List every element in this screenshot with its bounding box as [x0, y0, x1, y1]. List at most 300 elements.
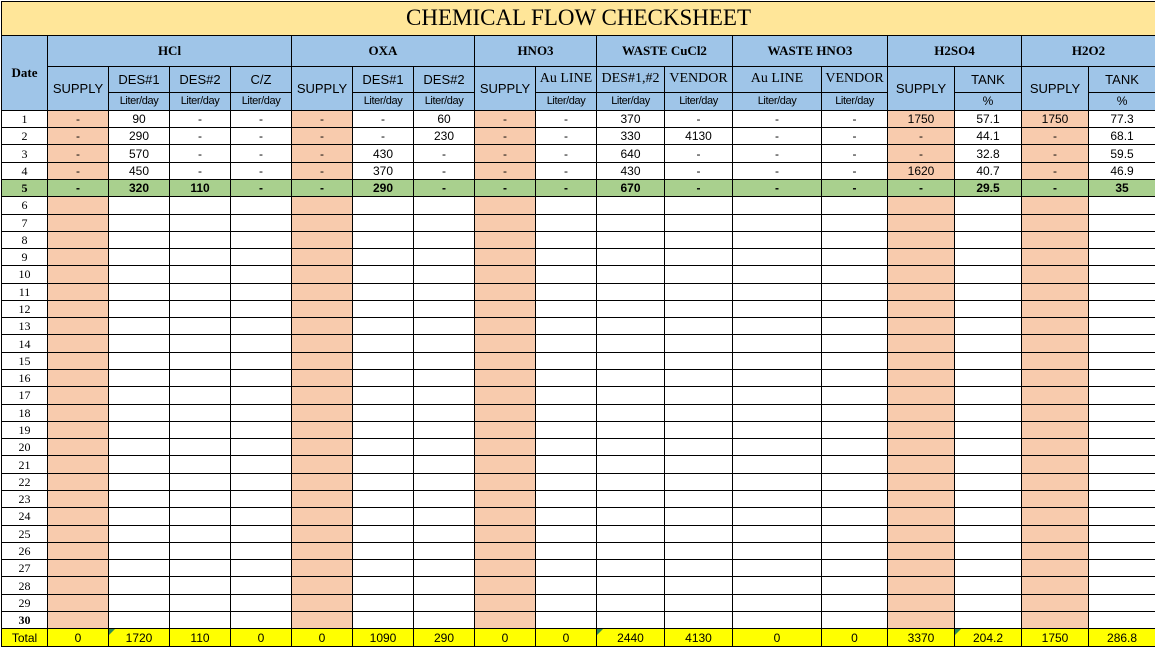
data-cell[interactable] [665, 525, 733, 542]
data-cell[interactable] [597, 439, 665, 456]
data-cell[interactable] [48, 611, 109, 628]
data-cell[interactable] [597, 197, 665, 214]
data-cell[interactable] [665, 197, 733, 214]
data-cell[interactable] [1022, 439, 1089, 456]
data-cell[interactable] [109, 577, 170, 594]
data-cell[interactable] [231, 370, 292, 387]
data-cell[interactable] [292, 318, 353, 335]
data-cell[interactable]: - [231, 179, 292, 196]
data-cell[interactable]: 1620 [888, 162, 955, 179]
data-cell[interactable] [353, 214, 414, 231]
data-cell[interactable] [888, 387, 955, 404]
data-cell[interactable] [1089, 387, 1155, 404]
data-cell[interactable]: - [665, 110, 733, 127]
data-cell[interactable] [665, 473, 733, 490]
data-cell[interactable] [955, 335, 1022, 352]
data-cell[interactable]: 1750 [1022, 110, 1089, 127]
data-cell[interactable] [822, 300, 888, 317]
data-cell[interactable] [597, 266, 665, 283]
data-cell[interactable]: - [414, 179, 475, 196]
data-cell[interactable] [48, 456, 109, 473]
data-cell[interactable] [475, 508, 536, 525]
data-cell[interactable] [665, 300, 733, 317]
data-cell[interactable] [955, 594, 1022, 611]
data-cell[interactable] [475, 214, 536, 231]
data-cell[interactable] [475, 439, 536, 456]
data-cell[interactable] [955, 318, 1022, 335]
data-cell[interactable] [888, 404, 955, 421]
data-cell[interactable]: - [665, 145, 733, 162]
data-cell[interactable] [1089, 352, 1155, 369]
data-cell[interactable] [955, 352, 1022, 369]
data-cell[interactable] [822, 283, 888, 300]
data-cell[interactable] [48, 266, 109, 283]
data-cell[interactable]: 35 [1089, 179, 1155, 196]
data-cell[interactable] [888, 249, 955, 266]
data-cell[interactable] [1022, 491, 1089, 508]
data-cell[interactable] [1022, 525, 1089, 542]
data-cell[interactable] [597, 491, 665, 508]
data-cell[interactable] [414, 249, 475, 266]
data-cell[interactable]: - [48, 162, 109, 179]
data-cell[interactable] [822, 352, 888, 369]
data-cell[interactable] [231, 542, 292, 559]
data-cell[interactable] [170, 300, 231, 317]
data-cell[interactable] [231, 577, 292, 594]
data-cell[interactable] [665, 387, 733, 404]
data-cell[interactable] [888, 231, 955, 248]
data-cell[interactable] [170, 335, 231, 352]
data-cell[interactable] [109, 352, 170, 369]
data-cell[interactable] [955, 611, 1022, 628]
data-cell[interactable] [109, 473, 170, 490]
data-cell[interactable] [48, 577, 109, 594]
data-cell[interactable] [231, 249, 292, 266]
data-cell[interactable] [231, 318, 292, 335]
data-cell[interactable] [822, 491, 888, 508]
data-cell[interactable] [1022, 335, 1089, 352]
data-cell[interactable] [597, 318, 665, 335]
data-cell[interactable] [353, 249, 414, 266]
data-cell[interactable] [955, 456, 1022, 473]
data-cell[interactable] [822, 421, 888, 438]
data-cell[interactable]: - [822, 162, 888, 179]
data-cell[interactable] [665, 249, 733, 266]
data-cell[interactable] [170, 577, 231, 594]
data-cell[interactable] [1089, 611, 1155, 628]
data-cell[interactable] [48, 542, 109, 559]
data-cell[interactable]: 46.9 [1089, 162, 1155, 179]
data-cell[interactable] [353, 387, 414, 404]
data-cell[interactable] [109, 318, 170, 335]
data-cell[interactable] [170, 508, 231, 525]
data-cell[interactable]: - [822, 145, 888, 162]
data-cell[interactable] [170, 404, 231, 421]
data-cell[interactable] [292, 508, 353, 525]
data-cell[interactable] [1089, 560, 1155, 577]
data-cell[interactable] [109, 231, 170, 248]
data-cell[interactable] [822, 456, 888, 473]
data-cell[interactable] [1089, 439, 1155, 456]
data-cell[interactable]: 290 [109, 128, 170, 145]
data-cell[interactable]: - [536, 128, 597, 145]
data-cell[interactable] [955, 387, 1022, 404]
data-cell[interactable] [822, 439, 888, 456]
data-cell[interactable] [292, 352, 353, 369]
data-cell[interactable] [822, 594, 888, 611]
data-cell[interactable] [475, 300, 536, 317]
data-cell[interactable] [475, 283, 536, 300]
data-cell[interactable] [475, 387, 536, 404]
data-cell[interactable] [414, 611, 475, 628]
data-cell[interactable] [536, 300, 597, 317]
data-cell[interactable] [536, 318, 597, 335]
data-cell[interactable] [1022, 560, 1089, 577]
data-cell[interactable] [292, 439, 353, 456]
data-cell[interactable] [597, 525, 665, 542]
data-cell[interactable] [733, 370, 822, 387]
data-cell[interactable] [665, 508, 733, 525]
data-cell[interactable] [665, 456, 733, 473]
data-cell[interactable] [109, 594, 170, 611]
data-cell[interactable] [597, 370, 665, 387]
data-cell[interactable] [109, 439, 170, 456]
data-cell[interactable] [536, 560, 597, 577]
data-cell[interactable] [1022, 283, 1089, 300]
data-cell[interactable] [475, 560, 536, 577]
data-cell[interactable] [1022, 300, 1089, 317]
data-cell[interactable] [1089, 594, 1155, 611]
data-cell[interactable] [48, 352, 109, 369]
data-cell[interactable] [665, 542, 733, 559]
data-cell[interactable] [1022, 594, 1089, 611]
data-cell[interactable] [733, 542, 822, 559]
data-cell[interactable] [48, 283, 109, 300]
data-cell[interactable]: - [665, 179, 733, 196]
data-cell[interactable] [597, 231, 665, 248]
data-cell[interactable] [733, 456, 822, 473]
data-cell[interactable] [1089, 421, 1155, 438]
data-cell[interactable]: 29.5 [955, 179, 1022, 196]
data-cell[interactable] [1022, 197, 1089, 214]
data-cell[interactable] [536, 542, 597, 559]
data-cell[interactable]: 32.8 [955, 145, 1022, 162]
data-cell[interactable] [822, 542, 888, 559]
data-cell[interactable] [48, 508, 109, 525]
data-cell[interactable] [665, 214, 733, 231]
data-cell[interactable] [665, 577, 733, 594]
data-cell[interactable] [955, 473, 1022, 490]
data-cell[interactable]: 68.1 [1089, 128, 1155, 145]
data-cell[interactable] [1022, 231, 1089, 248]
data-cell[interactable] [353, 594, 414, 611]
data-cell[interactable] [1089, 318, 1155, 335]
data-cell[interactable] [292, 214, 353, 231]
data-cell[interactable] [353, 266, 414, 283]
data-cell[interactable] [822, 318, 888, 335]
data-cell[interactable]: - [292, 179, 353, 196]
data-cell[interactable] [414, 542, 475, 559]
data-cell[interactable] [292, 197, 353, 214]
data-cell[interactable] [231, 404, 292, 421]
data-cell[interactable] [1089, 197, 1155, 214]
data-cell[interactable] [475, 525, 536, 542]
data-cell[interactable] [955, 197, 1022, 214]
data-cell[interactable] [414, 370, 475, 387]
data-cell[interactable] [48, 300, 109, 317]
data-cell[interactable] [109, 421, 170, 438]
data-cell[interactable] [48, 560, 109, 577]
data-cell[interactable] [822, 611, 888, 628]
data-cell[interactable] [414, 318, 475, 335]
data-cell[interactable] [414, 491, 475, 508]
data-cell[interactable] [414, 283, 475, 300]
data-cell[interactable] [733, 335, 822, 352]
data-cell[interactable] [733, 387, 822, 404]
data-cell[interactable] [822, 387, 888, 404]
data-cell[interactable] [665, 352, 733, 369]
data-cell[interactable] [475, 456, 536, 473]
data-cell[interactable] [475, 249, 536, 266]
data-cell[interactable]: - [733, 128, 822, 145]
data-cell[interactable]: - [536, 110, 597, 127]
data-cell[interactable] [353, 456, 414, 473]
data-cell[interactable] [822, 370, 888, 387]
data-cell[interactable]: - [1022, 128, 1089, 145]
data-cell[interactable]: - [536, 162, 597, 179]
data-cell[interactable] [1089, 491, 1155, 508]
data-cell[interactable] [733, 560, 822, 577]
data-cell[interactable] [292, 370, 353, 387]
data-cell[interactable] [536, 525, 597, 542]
data-cell[interactable] [292, 421, 353, 438]
data-cell[interactable] [353, 560, 414, 577]
data-cell[interactable]: - [1022, 162, 1089, 179]
data-cell[interactable] [48, 318, 109, 335]
data-cell[interactable] [231, 387, 292, 404]
data-cell[interactable] [414, 352, 475, 369]
data-cell[interactable] [414, 231, 475, 248]
data-cell[interactable] [955, 300, 1022, 317]
data-cell[interactable] [1089, 283, 1155, 300]
data-cell[interactable] [1089, 370, 1155, 387]
data-cell[interactable] [955, 421, 1022, 438]
data-cell[interactable] [292, 231, 353, 248]
data-cell[interactable] [822, 508, 888, 525]
data-cell[interactable] [888, 370, 955, 387]
data-cell[interactable] [48, 404, 109, 421]
data-cell[interactable] [231, 283, 292, 300]
data-cell[interactable] [733, 266, 822, 283]
data-cell[interactable] [414, 560, 475, 577]
data-cell[interactable] [109, 249, 170, 266]
data-cell[interactable]: 370 [353, 162, 414, 179]
data-cell[interactable] [353, 352, 414, 369]
data-cell[interactable] [597, 387, 665, 404]
data-cell[interactable]: 44.1 [955, 128, 1022, 145]
data-cell[interactable] [292, 525, 353, 542]
data-cell[interactable] [231, 214, 292, 231]
data-cell[interactable] [955, 491, 1022, 508]
data-cell[interactable]: - [733, 179, 822, 196]
data-cell[interactable] [536, 197, 597, 214]
data-cell[interactable] [231, 266, 292, 283]
data-cell[interactable] [1022, 404, 1089, 421]
data-cell[interactable] [822, 335, 888, 352]
data-cell[interactable] [353, 577, 414, 594]
data-cell[interactable] [292, 577, 353, 594]
data-cell[interactable]: - [475, 110, 536, 127]
data-cell[interactable] [353, 231, 414, 248]
data-cell[interactable] [665, 404, 733, 421]
data-cell[interactable] [955, 214, 1022, 231]
data-cell[interactable] [170, 352, 231, 369]
data-cell[interactable] [733, 214, 822, 231]
data-cell[interactable] [665, 318, 733, 335]
data-cell[interactable]: - [822, 179, 888, 196]
data-cell[interactable] [733, 249, 822, 266]
data-cell[interactable] [353, 335, 414, 352]
data-cell[interactable] [888, 439, 955, 456]
data-cell[interactable] [597, 421, 665, 438]
data-cell[interactable] [475, 370, 536, 387]
data-cell[interactable] [231, 421, 292, 438]
data-cell[interactable] [1022, 318, 1089, 335]
data-cell[interactable] [822, 525, 888, 542]
data-cell[interactable] [597, 214, 665, 231]
data-cell[interactable] [597, 335, 665, 352]
data-cell[interactable] [1022, 473, 1089, 490]
data-cell[interactable] [888, 352, 955, 369]
data-cell[interactable] [414, 508, 475, 525]
data-cell[interactable] [48, 439, 109, 456]
data-cell[interactable] [353, 300, 414, 317]
data-cell[interactable] [353, 542, 414, 559]
data-cell[interactable] [888, 214, 955, 231]
data-cell[interactable] [231, 352, 292, 369]
data-cell[interactable]: 59.5 [1089, 145, 1155, 162]
data-cell[interactable] [109, 370, 170, 387]
data-cell[interactable]: - [353, 110, 414, 127]
data-cell[interactable] [475, 594, 536, 611]
data-cell[interactable]: - [475, 128, 536, 145]
data-cell[interactable] [888, 456, 955, 473]
data-cell[interactable] [48, 214, 109, 231]
data-cell[interactable] [48, 249, 109, 266]
data-cell[interactable] [888, 491, 955, 508]
data-cell[interactable] [109, 611, 170, 628]
data-cell[interactable] [353, 421, 414, 438]
data-cell[interactable] [170, 214, 231, 231]
data-cell[interactable] [597, 577, 665, 594]
data-cell[interactable]: - [414, 145, 475, 162]
data-cell[interactable] [475, 335, 536, 352]
data-cell[interactable]: 670 [597, 179, 665, 196]
data-cell[interactable]: - [733, 162, 822, 179]
data-cell[interactable] [109, 404, 170, 421]
data-cell[interactable] [414, 387, 475, 404]
data-cell[interactable] [231, 300, 292, 317]
data-cell[interactable] [170, 283, 231, 300]
data-cell[interactable] [414, 594, 475, 611]
data-cell[interactable]: 77.3 [1089, 110, 1155, 127]
data-cell[interactable] [353, 525, 414, 542]
data-cell[interactable] [1089, 404, 1155, 421]
data-cell[interactable]: - [888, 145, 955, 162]
data-cell[interactable] [536, 249, 597, 266]
data-cell[interactable] [353, 283, 414, 300]
data-cell[interactable] [414, 404, 475, 421]
data-cell[interactable] [170, 611, 231, 628]
data-cell[interactable] [414, 525, 475, 542]
data-cell[interactable] [231, 456, 292, 473]
data-cell[interactable] [1089, 473, 1155, 490]
data-cell[interactable] [822, 249, 888, 266]
data-cell[interactable] [231, 508, 292, 525]
data-cell[interactable] [292, 456, 353, 473]
data-cell[interactable] [170, 491, 231, 508]
data-cell[interactable] [888, 266, 955, 283]
data-cell[interactable] [231, 197, 292, 214]
data-cell[interactable] [665, 335, 733, 352]
data-cell[interactable] [733, 352, 822, 369]
data-cell[interactable] [536, 611, 597, 628]
data-cell[interactable]: - [733, 110, 822, 127]
data-cell[interactable] [414, 214, 475, 231]
data-cell[interactable] [733, 525, 822, 542]
data-cell[interactable] [733, 611, 822, 628]
data-cell[interactable] [822, 577, 888, 594]
data-cell[interactable] [475, 231, 536, 248]
data-cell[interactable] [1089, 542, 1155, 559]
data-cell[interactable] [1022, 542, 1089, 559]
data-cell[interactable] [48, 473, 109, 490]
data-cell[interactable]: - [475, 145, 536, 162]
data-cell[interactable] [475, 491, 536, 508]
data-cell[interactable] [536, 387, 597, 404]
data-cell[interactable] [475, 577, 536, 594]
data-cell[interactable] [733, 439, 822, 456]
data-cell[interactable] [888, 611, 955, 628]
data-cell[interactable] [48, 387, 109, 404]
data-cell[interactable]: 1750 [888, 110, 955, 127]
data-cell[interactable] [109, 266, 170, 283]
data-cell[interactable] [955, 542, 1022, 559]
data-cell[interactable] [231, 611, 292, 628]
data-cell[interactable] [955, 439, 1022, 456]
data-cell[interactable]: - [292, 110, 353, 127]
data-cell[interactable]: 320 [109, 179, 170, 196]
data-cell[interactable]: 370 [597, 110, 665, 127]
data-cell[interactable]: 230 [414, 128, 475, 145]
data-cell[interactable] [955, 560, 1022, 577]
data-cell[interactable] [665, 491, 733, 508]
data-cell[interactable] [475, 542, 536, 559]
data-cell[interactable] [822, 266, 888, 283]
data-cell[interactable] [353, 370, 414, 387]
data-cell[interactable] [955, 525, 1022, 542]
data-cell[interactable] [353, 491, 414, 508]
data-cell[interactable] [170, 525, 231, 542]
data-cell[interactable] [733, 491, 822, 508]
data-cell[interactable] [292, 560, 353, 577]
data-cell[interactable] [733, 594, 822, 611]
data-cell[interactable]: - [48, 179, 109, 196]
data-cell[interactable] [536, 456, 597, 473]
data-cell[interactable] [888, 508, 955, 525]
data-cell[interactable] [414, 456, 475, 473]
data-cell[interactable] [1089, 266, 1155, 283]
